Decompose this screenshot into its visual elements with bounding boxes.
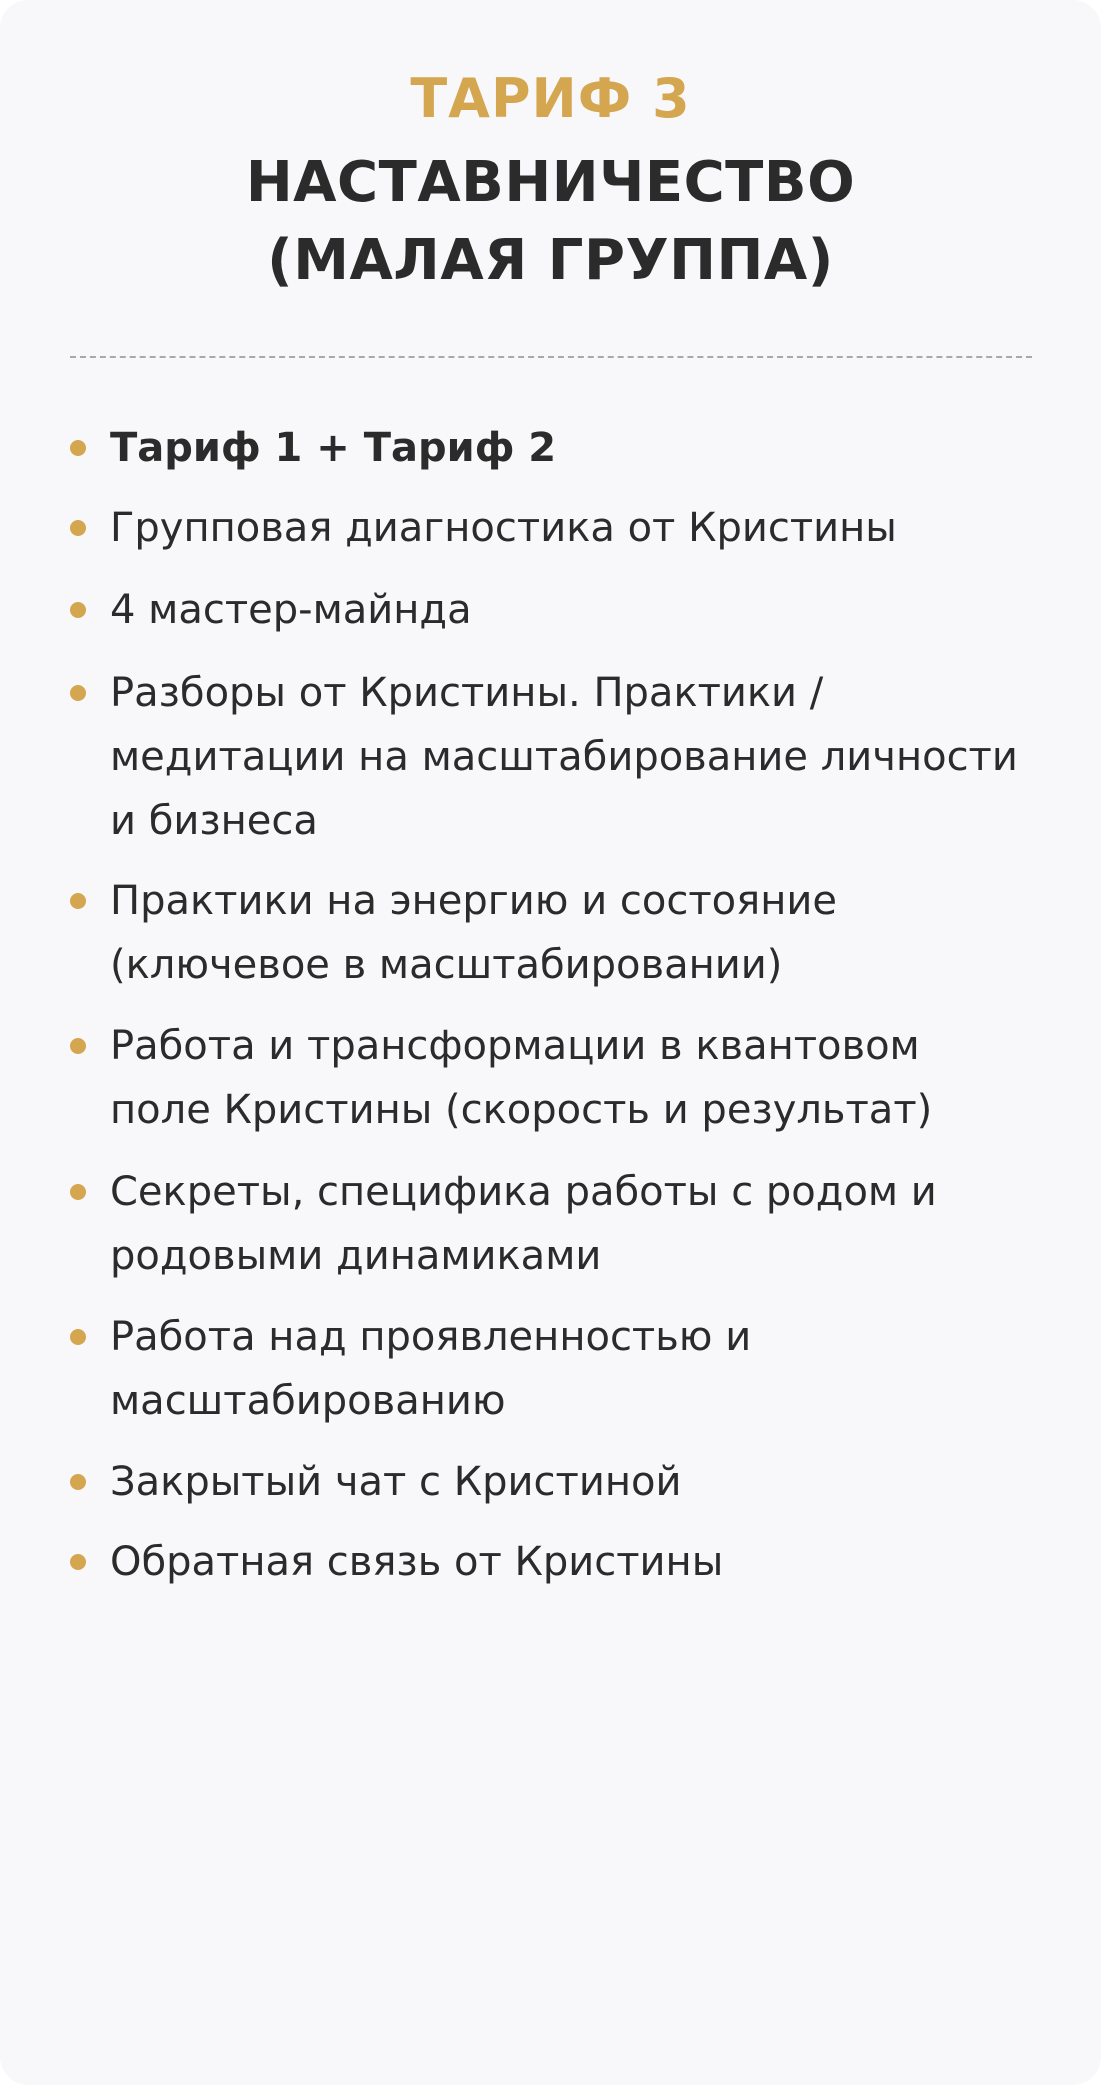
tariff-title	[0, 144, 1101, 300]
feature-item	[110, 1305, 1030, 1433]
feature-item	[110, 1014, 1030, 1142]
feature-text: Практики на энергию и состояние (ключевое в масштабировании)	[110, 878, 837, 988]
tariff-title-line-2: (МАЛАЯ ГРУППА)	[267, 228, 834, 293]
bullet-dot-icon	[70, 520, 86, 536]
feature-item	[110, 869, 1030, 997]
feature-item	[110, 496, 1030, 560]
bullet-dot-icon	[70, 1038, 86, 1054]
feature-text: Разборы от Кристины. Практики / медитации на масштабирование личности и бизнеса	[110, 670, 1018, 844]
dashed-divider	[70, 356, 1032, 358]
feature-text: Обратная связь от Кристины	[110, 1539, 724, 1585]
feature-item	[110, 416, 1030, 480]
tariff-title-line-1: НАСТАВНИЧЕСТВО	[245, 150, 856, 215]
feature-text: Закрытый чат с Кристиной	[110, 1459, 682, 1505]
bullet-dot-icon	[70, 602, 86, 618]
feature-item	[110, 578, 1030, 642]
bullet-dot-icon	[70, 893, 86, 909]
feature-text: Работа над проявленностью и масштабированию	[110, 1314, 752, 1424]
feature-text: Групповая диагностика от Кристины	[110, 505, 897, 551]
feature-text: Работа и трансформации в квантовом поле Кристины (скорость и результат)	[110, 1023, 933, 1133]
bullet-dot-icon	[70, 1474, 86, 1490]
feature-text: 4 мастер-майнда	[110, 587, 472, 633]
bullet-dot-icon	[70, 1329, 86, 1345]
bullet-dot-icon	[70, 1554, 86, 1570]
bullet-dot-icon	[70, 685, 86, 701]
feature-item	[110, 661, 1030, 853]
tariff-label: ТАРИФ 3	[410, 67, 691, 130]
feature-item	[110, 1450, 1030, 1514]
feature-item	[110, 1530, 1030, 1594]
bullet-dot-icon	[70, 1184, 86, 1200]
feature-text: Тариф 1 + Тариф 2	[110, 425, 557, 471]
bullet-dot-icon	[70, 440, 86, 456]
feature-item	[110, 1160, 1030, 1288]
feature-text: Секреты, специфика работы с родом и родовыми динамиками	[110, 1169, 937, 1279]
